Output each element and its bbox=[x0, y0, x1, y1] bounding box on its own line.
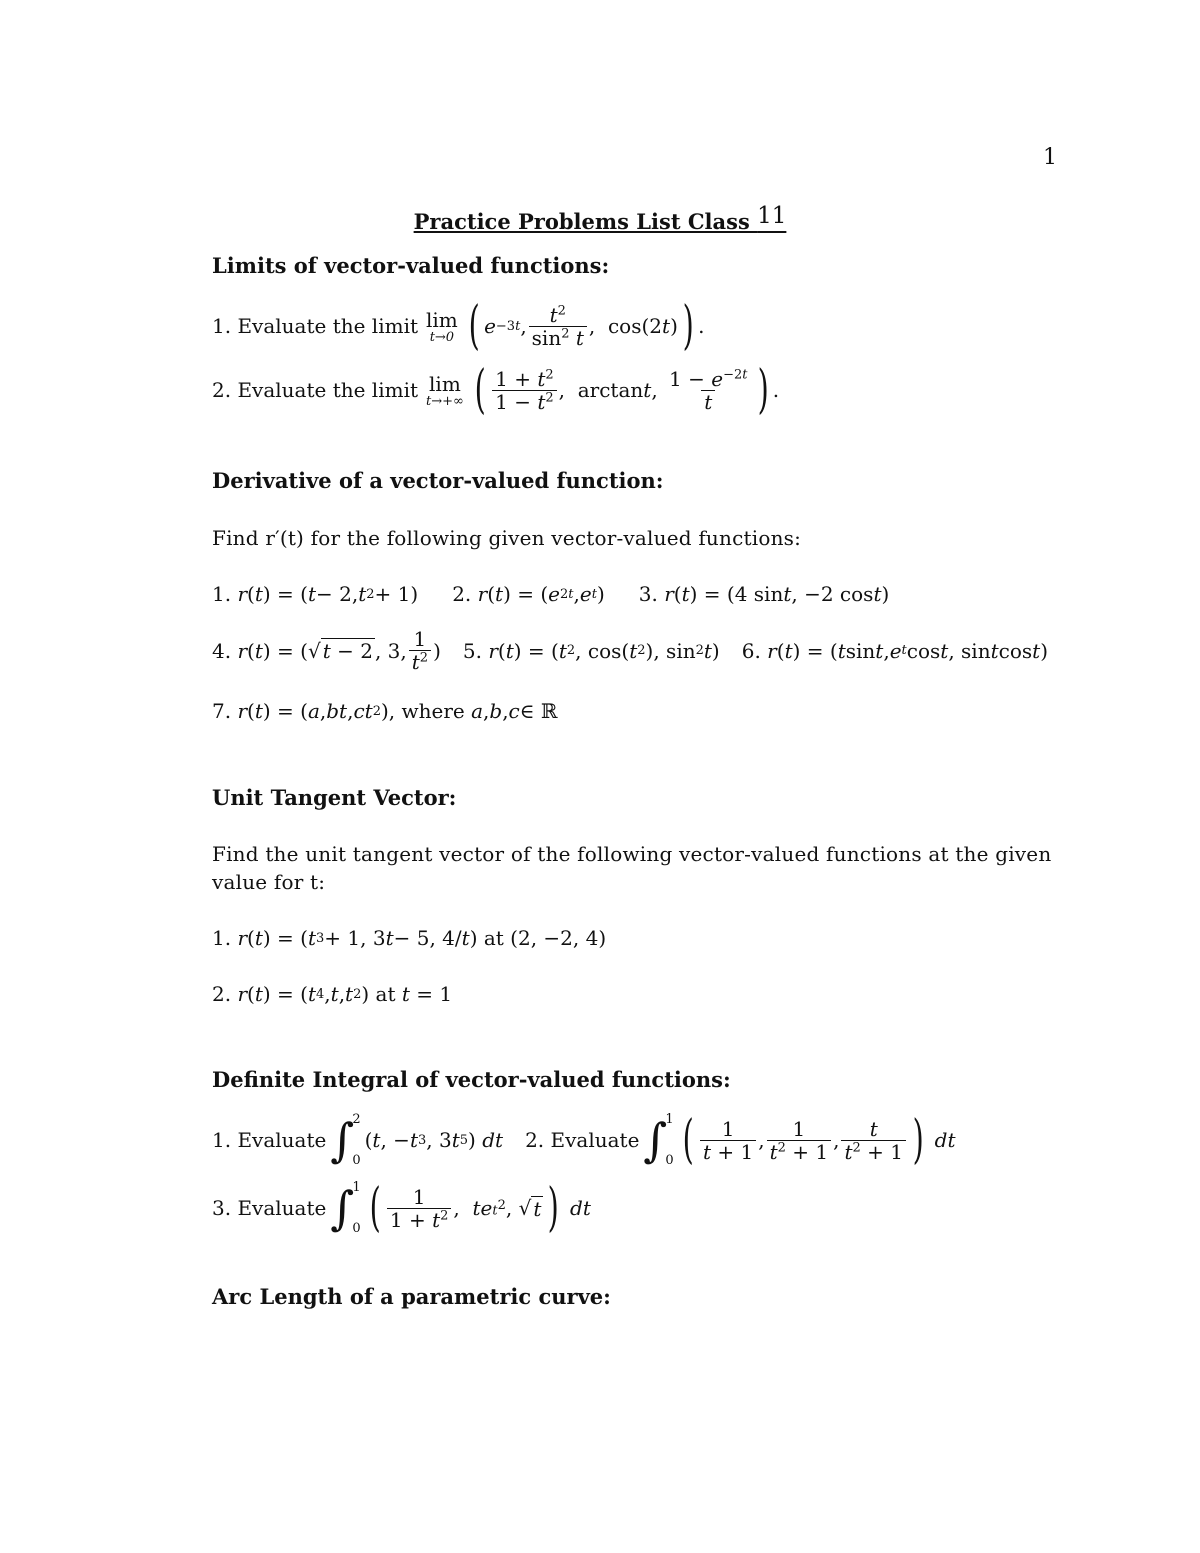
section-heading-derivative: Derivative of a vector-valued function: bbox=[212, 468, 664, 493]
section-heading-integral: Definite Integral of vector-valued functions: bbox=[212, 1067, 731, 1092]
section-heading-arc-length: Arc Length of a parametric curve: bbox=[212, 1284, 611, 1309]
derivative-problems-4-6: 4. r ( t ) = (√ t − 2 , 3, $\frac{1}{t^2}$ ) 5. r ( t ) = ( t 2 , cos( t 2 ), sin 2 t ) 6. r ( t ) = ( t sin t , e t cos t , sin t cos t ) bbox=[212, 627, 1049, 674]
tangent-instruction-line1: Find the unit tangent vector of the following vector-valued functions at the given bbox=[212, 842, 1052, 866]
page-title: Practice Problems List Class 11 bbox=[413, 203, 787, 234]
derivative-problem-7: 7. r ( t ) = ( a , bt , ct 2 ), where a , b , c ∈ ℝ bbox=[212, 699, 558, 723]
problem-limit-1: 1. Evaluate the limit lim t→0 ( e −3t , $\frac{t^2}{\sin^2 t}$ , cos(2 t ) ) . bbox=[212, 296, 705, 356]
section-heading-tangent: Unit Tangent Vector: bbox=[212, 785, 457, 810]
derivative-problems-1-3: 1. r ( t ) = ( t − 2, t 2 + 1) 2. r ( t ) = ( e 2t , e t ) 3. r ( t ) = (4 sin t , −2 cos t ) bbox=[212, 582, 890, 606]
integral-problems-1-2: 1. Evaluate ∫ 2 0 ( t , − t 3 , 3 t 5 ) dt 2. Evaluate ∫ 1 0 ( $\frac{1}{t + 1}$ , $\frac{1}{t^2 + 1}$ , $\frac{t}{t^2 + 1}$ ) dt bbox=[212, 1110, 956, 1170]
tangent-instruction-line2: value for t: bbox=[212, 870, 326, 894]
integral-problem-3: 3. Evaluate ∫ 1 0 ( $\frac{1}{1 + t^2}$ , te $t^2$ , √ t ) dt bbox=[212, 1178, 591, 1238]
section-heading-limits: Limits of vector-valued functions: bbox=[212, 253, 610, 278]
tangent-problem-2: 2. r ( t ) = ( t 4 , t , t 2 ) at t = 1 bbox=[212, 982, 453, 1006]
problem-limit-2: 2. Evaluate the limit lim t→+∞ ( $\frac{1 + t^2}{1 - t^2}$ , arctan t , $\frac{1 - e^{-2t}}{t}$ ) . bbox=[212, 360, 780, 420]
derivative-instruction: Find r′(t) for the following given vector-valued functions: bbox=[212, 526, 802, 550]
tangent-problem-1: 1. r ( t ) = ( t 3 + 1, 3 t − 5, 4/ t ) at (2, −2, 4) bbox=[212, 926, 607, 950]
page-number: 1 bbox=[1043, 145, 1057, 170]
